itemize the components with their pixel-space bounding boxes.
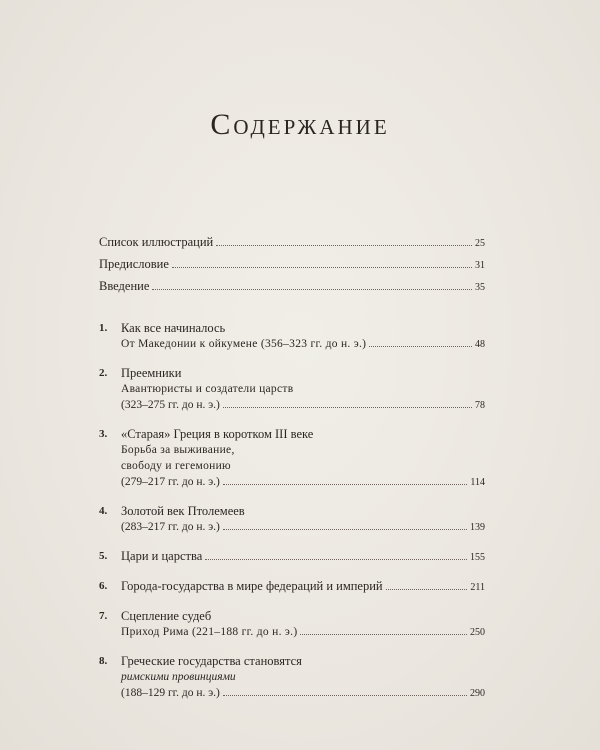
chapter-subtitle-line xyxy=(121,685,485,702)
page-number: 290 xyxy=(470,688,485,699)
leader-dots xyxy=(152,289,472,290)
chapter-entry[interactable] xyxy=(99,503,485,536)
chapter-subtitle-line xyxy=(121,669,485,685)
front-matter-list xyxy=(99,234,485,300)
chapter-subtitle: Авантюристы и создатели царств xyxy=(121,383,294,395)
toc-entry[interactable] xyxy=(99,278,485,300)
chapter-title-line xyxy=(121,548,485,566)
chapter-number: 1. xyxy=(99,322,108,334)
page-number: 139 xyxy=(470,522,485,533)
leader-dots xyxy=(223,529,467,530)
chapter-subtitle-line xyxy=(121,442,485,458)
chapter-list xyxy=(99,320,485,702)
chapter-title: Золотой век Птолемеев xyxy=(121,504,245,518)
leader-dots xyxy=(223,407,472,408)
toc-entry[interactable] xyxy=(99,234,485,256)
chapter-body xyxy=(121,578,485,596)
page-title: Содержание xyxy=(210,108,390,141)
chapter-subtitle-line xyxy=(121,624,485,641)
chapter-entry[interactable] xyxy=(99,578,485,596)
chapter-subtitle-line xyxy=(121,474,485,491)
chapter-subtitle: От Македонии к ойкумене (356–323 гг. до н. э.) xyxy=(121,338,367,350)
leader-dots xyxy=(172,267,472,268)
page-number: 78 xyxy=(475,400,485,411)
chapter-number: 7. xyxy=(99,610,108,622)
chapter-body xyxy=(121,653,485,702)
chapter-title-line xyxy=(121,578,485,596)
leader-dots xyxy=(216,245,472,246)
chapter-subtitle: (279–217 гг. до н. э.) xyxy=(121,476,220,488)
chapter-subtitle-line xyxy=(121,336,485,353)
page-number: 31 xyxy=(475,260,485,271)
chapter-number: 5. xyxy=(99,550,108,562)
page-number: 35 xyxy=(475,282,485,293)
entry-title: Список иллюстраций xyxy=(99,235,214,249)
chapter-subtitle: Борьба за выживание, xyxy=(121,444,235,456)
leader-dots xyxy=(300,634,467,635)
chapter-number: 6. xyxy=(99,580,108,592)
chapter-title: «Старая» Греция в коротком III веке xyxy=(121,427,314,441)
chapter-entry[interactable] xyxy=(99,365,485,414)
page-number: 250 xyxy=(470,627,485,638)
chapter-number: 4. xyxy=(99,505,108,517)
chapter-title: Как все начиналось xyxy=(121,321,226,335)
chapter-subtitle-line xyxy=(121,381,485,397)
leader-dots xyxy=(223,484,467,485)
chapter-subtitle: (188–129 гг. до н. э.) xyxy=(121,687,220,699)
page-number: 211 xyxy=(470,582,485,593)
chapter-entry[interactable] xyxy=(99,608,485,641)
leader-dots xyxy=(205,559,467,560)
page-number: 114 xyxy=(470,477,485,488)
chapter-number: 8. xyxy=(99,655,108,667)
chapter-body xyxy=(121,503,485,536)
chapter-body xyxy=(121,320,485,353)
chapter-subtitle-line xyxy=(121,519,485,536)
chapter-title-line xyxy=(121,608,485,624)
entry-title: Предисловие xyxy=(99,257,169,271)
chapter-body xyxy=(121,548,485,566)
chapter-body xyxy=(121,426,485,491)
chapter-subtitle: Приход Рима (221–188 гг. до н. э.) xyxy=(121,626,298,638)
entry-title: Введение xyxy=(99,279,150,293)
chapter-subtitle: римскими провинциями xyxy=(121,671,236,683)
chapter-number: 3. xyxy=(99,428,108,440)
chapter-title: Города-государства в мире федераций и империй xyxy=(121,579,383,593)
page-number: 25 xyxy=(475,238,485,249)
bleed-through-text xyxy=(300,72,530,84)
chapter-title-line xyxy=(121,365,485,381)
chapter-title: Сцепление судеб xyxy=(121,609,212,623)
chapter-title: Преемники xyxy=(121,366,182,380)
chapter-number: 2. xyxy=(99,367,108,379)
leader-dots xyxy=(369,346,472,347)
chapter-title-line xyxy=(121,320,485,336)
chapter-entry[interactable] xyxy=(99,653,485,702)
leader-dots xyxy=(386,589,468,590)
chapter-body xyxy=(121,365,485,414)
chapter-subtitle: (283–217 гг. до н. э.) xyxy=(121,521,220,533)
leader-dots xyxy=(223,695,467,696)
chapter-entry[interactable] xyxy=(99,426,485,491)
chapter-title: Цари и царства xyxy=(121,549,203,563)
page-number: 155 xyxy=(470,552,485,563)
chapter-subtitle: (323–275 гг. до н. э.) xyxy=(121,399,220,411)
chapter-body xyxy=(121,608,485,641)
chapter-entry[interactable] xyxy=(99,320,485,353)
chapter-title-line xyxy=(121,426,485,442)
chapter-title-line xyxy=(121,653,485,669)
chapter-title: Греческие государства становятся xyxy=(121,654,302,668)
table-of-contents xyxy=(99,234,485,702)
chapter-title-line xyxy=(121,503,485,519)
page-number: 48 xyxy=(475,339,485,350)
chapter-subtitle-line xyxy=(121,458,485,474)
chapter-entry[interactable] xyxy=(99,548,485,566)
toc-entry[interactable] xyxy=(99,256,485,278)
chapter-subtitle: свободу и гегемонию xyxy=(121,460,231,472)
chapter-subtitle-line xyxy=(121,397,485,414)
